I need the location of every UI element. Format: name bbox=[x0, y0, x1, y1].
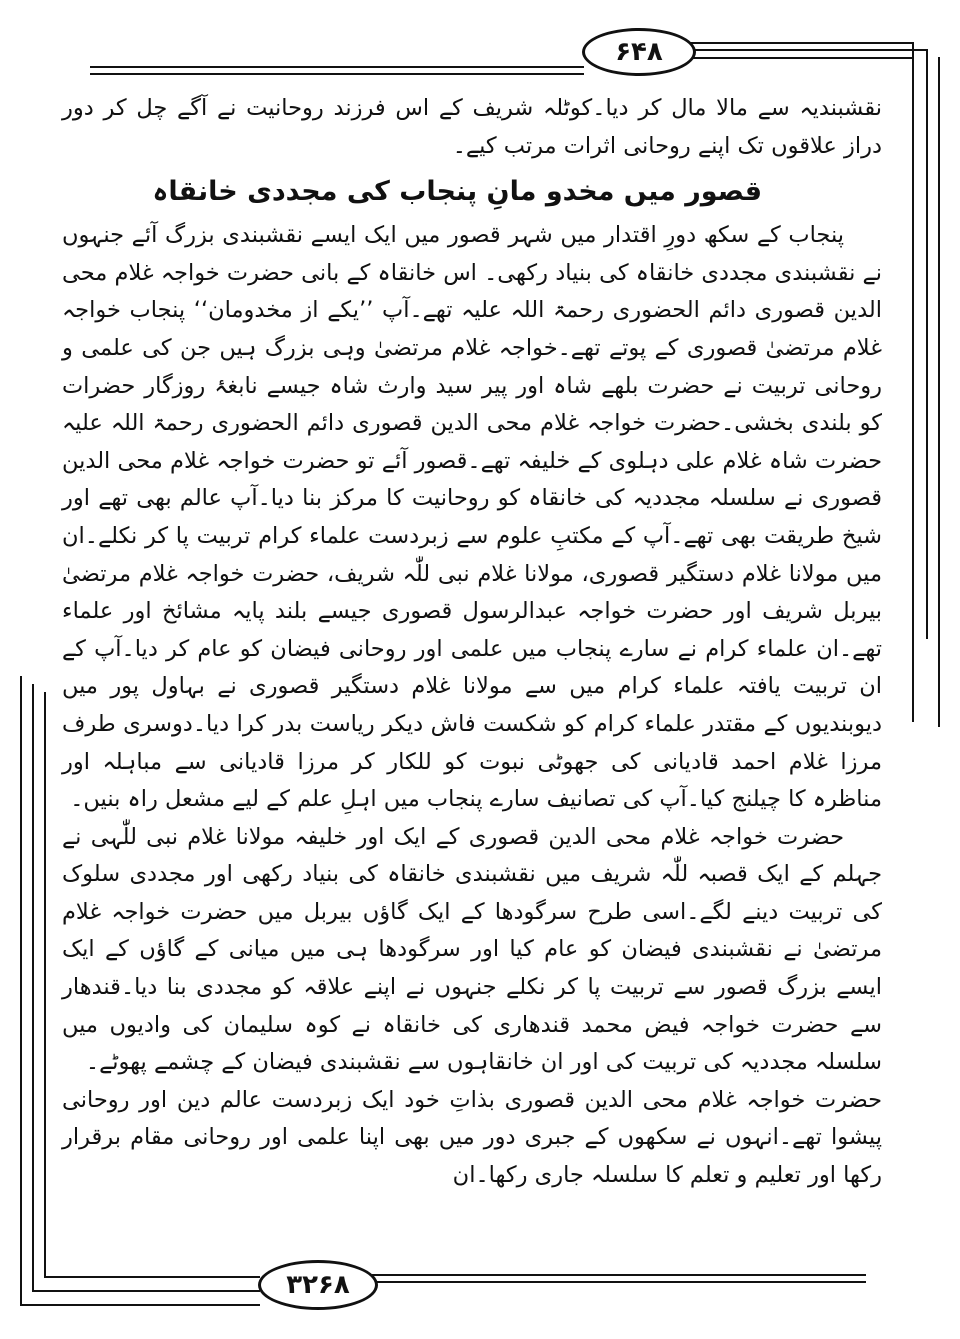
frame-top-line-inner bbox=[90, 73, 584, 75]
frame-left-vertical-2 bbox=[32, 684, 34, 1290]
frame-top-right-line-3 bbox=[688, 57, 914, 59]
paragraph-kasur-khanqah: پنجاب کے سکھ دورِ اقتدار میں شہر قصور میں ایک ایسے نقشبندی بزرگ آئے جنہوں نے نقشبندی مجددی خانقاہ کی بنیاد رکھی۔ اس خانقاہ کے بانی حضرت خواجہ غلام محی الدین قصوری دائم الحضوری رحمۃ اللہ علیہ تھے۔آپ ’’یکے از مخدومان‘‘ پنجاب خواجہ غلام مرتضیٰ قصوری کے پوتے تھے۔خواجہ غلام مرتضیٰ وہی بزرگ ہیں جن کی علمی و روحانی تربیت نے حضرت بلھے شاہ اور پیر سید وارث شاہ جیسے نابغۂ روزگار حضرات کو بلندی بخشی۔حضرت خواجہ غلام محی الدین قصوری دائم الحضوری رحمۃ اللہ علیہ حضرت شاہ غلام علی دہلوی کے خلیفہ تھے۔قصور آئے تو حضرت خواجہ غلام محی الدین قصوری نے سلسلہ مجددیہ کی خانقاہ کو روحانیت کا مرکز بنا دیا۔آپ عالم بھی تھے اور شیخ طریقت بھی تھے۔آپ کے مکتبِ علوم سے زبردست علماء کرام تربیت پا کر نکلے۔ان میں مولانا غلام دستگیر قصوری، مولانا غلام نبی للّٰہ شریف، حضرت خواجہ غلام مرتضیٰ بیربل شریف اور حضرت خواجہ عبدالرسول قصوری جیسے بلند پایہ مشائخ اور علماء تھے۔ان علماء کرام نے سارے پنجاب میں علمی اور روحانی فیضان کو عام کر دیا۔آپ کے ان تربیت یافتہ علماء کرام میں سے مولانا غلام دستگیر قصوری نے بہاول پور میں دیوبندیوں کے مقتدر علماء کرام کو شکست فاش دیکر ریاست بدر کرا دیا۔دوسری طرف مرزا غلام احمد قادیانی کی جھوٹی نبوت کو للکار کر مرزا قادیانی سے مباہلہ اور مناظرہ کا چیلنج کیا۔آپ کی تصانیف سارے پنجاب میں اہلِ علم کے لیے مشعل راہ بنیں۔ bbox=[62, 222, 882, 813]
frame-top-right-line-2 bbox=[688, 49, 928, 51]
frame-bottom-left-line-1 bbox=[20, 1304, 260, 1306]
frame-left-vertical-1 bbox=[20, 676, 22, 1306]
page-body bbox=[62, 90, 882, 1195]
frame-bottom-right-line-inner bbox=[372, 1281, 866, 1283]
section-heading: قصور میں مخدو مانِ پنجاب کی مجددی خانقاہ bbox=[152, 176, 762, 208]
frame-bottom-left-line-3 bbox=[44, 1276, 260, 1278]
frame-right-vertical-1 bbox=[912, 42, 914, 722]
frame-bottom-left-line-2 bbox=[32, 1290, 260, 1292]
frame-right-vertical-3 bbox=[938, 57, 940, 727]
top-page-number: ۶۴۸ bbox=[582, 28, 696, 76]
frame-left-vertical-3 bbox=[44, 692, 46, 1276]
frame-bottom-right-line bbox=[372, 1274, 866, 1276]
paragraph-other-khanqahs: حضرت خواجہ غلام محی الدین قصوری کے ایک اور خلیفہ مولانا غلام نبی للّٰہی نے جہلم کے ایک قصبہ للّٰہ شریف میں نقشبندی خانقاہ کی بنیاد رکھی اور مجددی سلوک کی تربیت دینے لگے۔اسی طرح سرگودھا کے ایک گاؤں بیربل میں حضرت خواجہ غلام مرتضیٰ نے نقشبندی فیضان کو عام کیا اور سرگودھا ہی میں میانی کے گاؤں کے ایک ایسے بزرگ قصور سے تربیت پا کر نکلے جنہوں نے اپنے علاقہ کو مجددی بنا دیا۔قندھار سے حضرت خواجہ فیض محمد قندھاری کی خانقاہ نے کوہ سلیمان کی وادیوں میں سلسلہ مجددیہ کی تربیت کی اور ان خانقاہوں سے نقشبندی فیضان کے چشمے پھوٹے۔ bbox=[62, 823, 882, 1076]
frame-right-vertical-2 bbox=[926, 49, 928, 639]
paragraph-intro: نقشبندیہ سے مالا مال کر دیا۔کوٹلہ شریف کے اس فرزند روحانیت نے آگے چل کر دور دراز علاقوں تک اپنے روحانی اثرات مرتب کیے۔ bbox=[62, 95, 882, 159]
frame-top-right-line-1 bbox=[688, 42, 914, 44]
frame-top-line-outer bbox=[90, 66, 584, 68]
bottom-page-number: ۳۲۶۸ bbox=[258, 1260, 378, 1310]
paragraph-khwaja-ghulam-muhyuddin: حضرت خواجہ غلام محی الدین قصوری بذاتِ خود ایک زبردست عالم دین اور روحانی پیشوا تھے۔انہوں نے سکھوں کے جبری دور میں بھی اپنا علمی اور روحانی مقام برقرار رکھا اور تعلیم و تعلم کا سلسلہ جاری رکھا۔ان bbox=[62, 1086, 882, 1189]
